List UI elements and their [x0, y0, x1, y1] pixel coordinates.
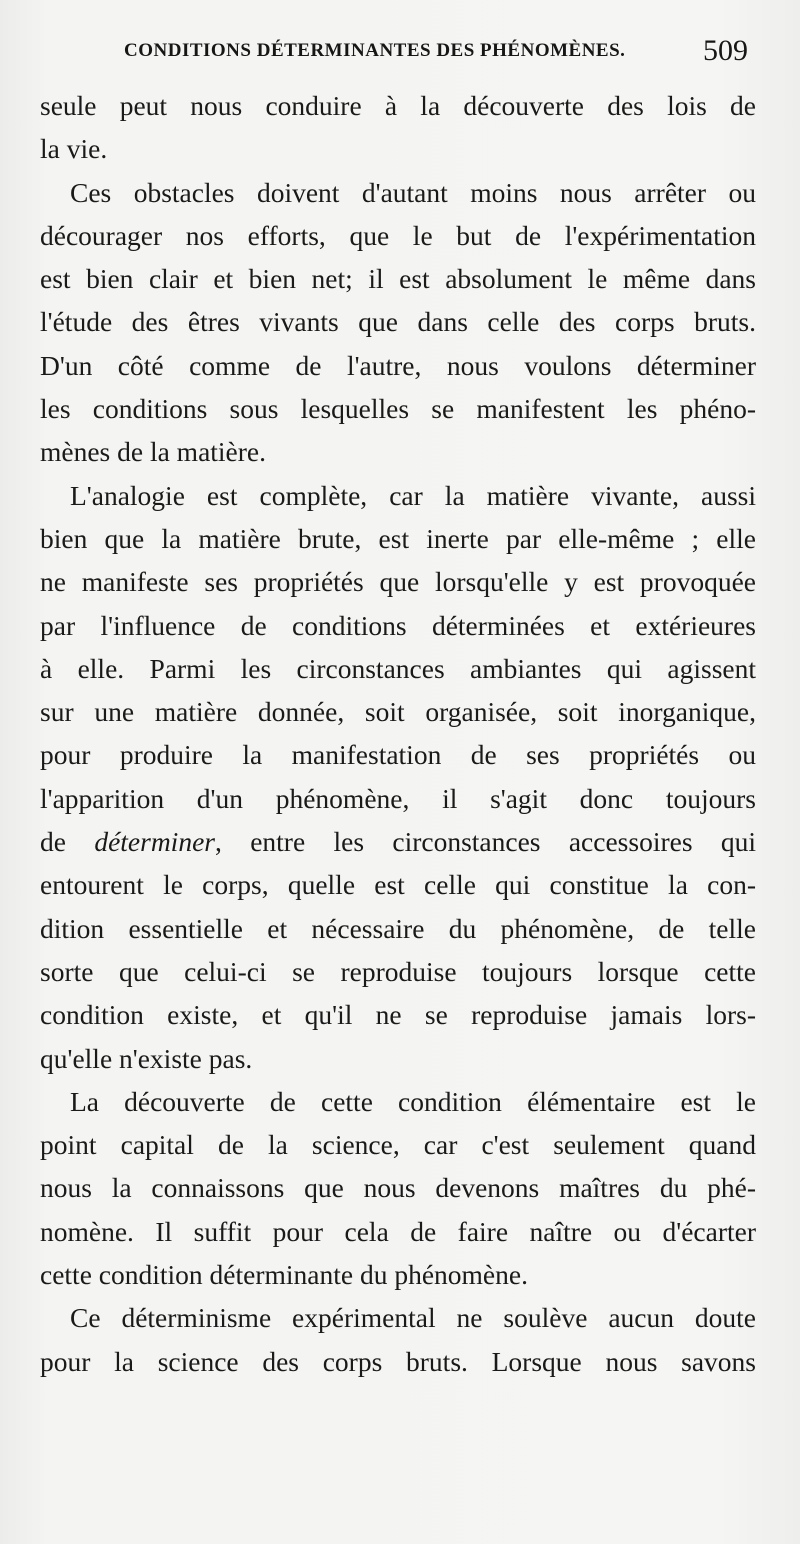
- body-text: [40, 84, 756, 1383]
- text-line: entourent le corps, quelle est celle qui constitue la con-: [40, 869, 756, 901]
- text-line: la vie.: [40, 133, 108, 165]
- text-line: nous la connaissons que nous devenons maîtres du phé-: [40, 1172, 756, 1204]
- running-title: CONDITIONS DÉTERMINANTES DES PHÉNOMÈNES.: [124, 40, 626, 61]
- text-line: est bien clair et bien net; il est absolument le même dans: [40, 263, 756, 295]
- text-line: condition existe, et qu'il ne se reproduise jamais lors-: [40, 999, 756, 1031]
- text-line: décourager nos efforts, que le but de l'expérimentation: [40, 219, 756, 251]
- page-number: 509: [703, 34, 748, 67]
- text-line: nomène. Il suffit pour cela de faire naître ou d'écarter: [40, 1215, 756, 1247]
- text-fragment: de: [40, 826, 66, 858]
- text-line: l'étude des êtres vivants que dans celle des corps bruts.: [40, 306, 756, 338]
- text-line: sorte que celui-ci se reproduise toujours lorsque cette: [40, 955, 756, 987]
- text-line: à elle. Parmi les circonstances ambiantes qui agissent: [40, 652, 756, 684]
- text-line: seule peut nous conduire à la découverte des lois de: [40, 90, 756, 121]
- text-line: les conditions sous lesquelles se manifestent les phéno-: [40, 393, 756, 425]
- text-line: ne manifeste ses propriétés que lorsqu'elle y est provoquée: [40, 566, 756, 598]
- italic-word: déterminer: [94, 826, 215, 858]
- text-line: mènes de la matière.: [40, 436, 267, 468]
- text-line: dition essentielle et nécessaire du phénomène, de telle: [40, 912, 756, 944]
- text-line: Ces obstacles doivent d'autant moins nous arrêter ou: [70, 176, 756, 208]
- text-line: pour produire la manifestation de ses propriétés ou: [40, 739, 756, 771]
- text-line: pour la science des corps bruts. Lorsque nous savons: [40, 1345, 756, 1377]
- text-line: qu'elle n'existe pas.: [40, 1042, 253, 1074]
- text-line: D'un côté comme de l'autre, nous voulons déterminer: [40, 349, 756, 381]
- text-fragment: , entre les circonstances accessoires qui: [214, 826, 757, 858]
- text-line: L'analogie est complète, car la matière vivante, aussi: [70, 479, 756, 511]
- text-line: point capital de la science, car c'est seulement quand: [40, 1129, 756, 1161]
- text-line-with-italic: [40, 820, 756, 863]
- text-line: Ce déterminisme expérimental ne soulève aucun doute: [70, 1302, 756, 1334]
- text-line: sur une matière donnée, soit organisée, soit inorganique,: [40, 696, 756, 728]
- text-line: La découverte de cette condition élémentaire est le: [70, 1085, 756, 1117]
- text-line: par l'influence de conditions déterminées et extérieures: [40, 609, 756, 641]
- text-line: cette condition déterminante du phénomène.: [40, 1259, 528, 1291]
- text-line: l'apparition d'un phénomène, il s'agit donc toujours: [40, 782, 756, 814]
- running-head: [40, 36, 760, 76]
- text-line: bien que la matière brute, est inerte par elle-même ; elle: [40, 522, 756, 554]
